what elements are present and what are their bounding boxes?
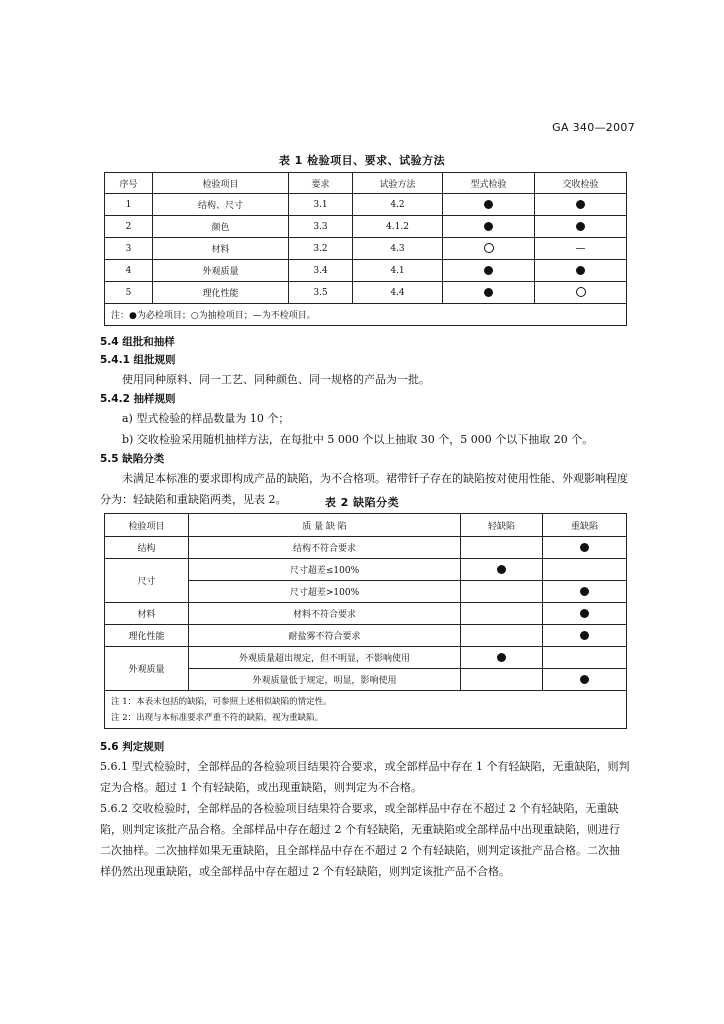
table1-header-cell: 交收检验 [535, 173, 627, 194]
table2-cell-major [543, 581, 627, 603]
table1-note: 注：●为必检项目；○为抽检项目；—为不检项目。 [105, 304, 627, 326]
heading-5-6: 5.6 判定规则 [100, 741, 165, 753]
table2-cell-major [543, 603, 627, 625]
table1-cell-item: 外观质量 [153, 260, 289, 282]
table2-cell-item: 结构 [105, 537, 189, 559]
paragraph-5-6-2: 5.6.2 交收检验时，全部样品的各检验项目结果符合要求，或全部样品中存在不超过 2 个有轻缺陷，无重缺陷，则判定该批产品合格。全部样品中存在超过 2 个有轻缺陷，无重缺陷或全部样品中出现重缺陷，则进行二次抽样。二次抽样如果无重缺陷，且全部样品中存在不超过 2 个有轻缺陷，则判定该批产品合格。二次抽样仍然出现重缺陷，或全部样品中存在超过 2 个有轻缺陷，则判定该批产品不合格。 [100, 802, 620, 878]
table2-row [105, 647, 627, 669]
filled-dot-icon [580, 543, 589, 552]
table1-cell-no: 2 [105, 216, 153, 238]
table1-row [105, 238, 627, 260]
table1-cell-req: 3.4 [289, 260, 353, 282]
table1-row [105, 194, 627, 216]
table1-cell-req: 3.3 [289, 216, 353, 238]
table2-cell-minor [461, 647, 543, 669]
table2-row [105, 625, 627, 647]
list-item-a: a) 型式检验的样品数量为 10 个； [122, 412, 290, 425]
table1-cell-item: 理化性能 [153, 282, 289, 304]
filled-dot-icon [484, 288, 493, 297]
table1-cell-acceptance [535, 194, 627, 216]
filled-dot-icon [580, 631, 589, 640]
table2-cell-minor [461, 625, 543, 647]
table1-cell-acceptance [535, 216, 627, 238]
table1-note-row [105, 304, 627, 326]
table1-cell-no: 4 [105, 260, 153, 282]
table2-header-cell: 轻缺陷 [461, 514, 543, 537]
table2-header-row [105, 514, 627, 537]
filled-dot-icon [576, 222, 585, 231]
table1-cell-type_test [443, 238, 535, 260]
filled-dot-icon [576, 200, 585, 209]
section-5-6 [100, 738, 630, 882]
table2-cell-defect: 外观质量低于规定，明显，影响使用 [189, 669, 461, 691]
hollow-circle-icon [484, 243, 494, 253]
table2-cell-item: 材料 [105, 603, 189, 625]
table1-cell-req: 3.1 [289, 194, 353, 216]
table1-cell-acceptance [535, 282, 627, 304]
table1-cell-acceptance [535, 260, 627, 282]
table2-cell-item: 理化性能 [105, 625, 189, 647]
table2-row [105, 603, 627, 625]
paragraph-5-5: 未满足本标准的要求即构成产品的缺陷，为不合格项。裙带钎子存在的缺陷按对使用性能、外观影响程度分为：轻缺陷和重缺陷两类，见表 2。 [100, 472, 628, 506]
table1-cell-item: 结构、尺寸 [153, 194, 289, 216]
filled-dot-icon [497, 653, 506, 662]
table2-cell-major [543, 625, 627, 647]
paragraph-5-4-1: 使用同种原料、同一工艺、同种颜色、同一规格的产品为一批。 [122, 373, 430, 386]
table2-cell-minor [461, 603, 543, 625]
table1-header-cell: 型式检验 [443, 173, 535, 194]
table2-notes [105, 691, 627, 729]
table2 [104, 513, 627, 729]
table1-cell-type_test [443, 194, 535, 216]
filled-dot-icon [484, 200, 493, 209]
table1-cell-type_test [443, 282, 535, 304]
table1-header-cell: 检验项目 [153, 173, 289, 194]
table2-header-cell: 质 量 缺 陷 [189, 514, 461, 537]
table1-cell-type_test [443, 260, 535, 282]
table2-cell-item: 外观质量 [105, 647, 189, 691]
table2-cell-major [543, 647, 627, 669]
table1-row [105, 216, 627, 238]
table1-cell-req: 3.2 [289, 238, 353, 260]
dash-icon [576, 248, 585, 249]
sections-5-4-to-5-5 [100, 333, 630, 510]
table2-cell-minor [461, 581, 543, 603]
list-item-b: b) 交收检验采用随机抽样方法，在每批中 5 000 个以上抽取 30 个，5 000 个以下抽取 20 个。 [122, 433, 594, 446]
table1-row [105, 282, 627, 304]
table2-cell-defect: 结构不符合要求 [189, 537, 461, 559]
table2-cell-defect: 尺寸超差>100% [189, 581, 461, 603]
table2-header-cell: 检验项目 [105, 514, 189, 537]
table1-cell-method: 4.1 [353, 260, 443, 282]
paragraph-5-6-1: 5.6.1 型式检验时，全部样品的各检验项目结果符合要求，或全部样品中存在 1 个有轻缺陷，无重缺陷，则判定为合格。超过 1 个有轻缺陷，或出现重缺陷，则判定为不合格。 [100, 760, 630, 794]
table1-caption: 表 1 检验项目、要求、试验方法 [278, 154, 446, 167]
table1-header-cell: 序号 [105, 173, 153, 194]
table2-cell-minor [461, 669, 543, 691]
document-code: GA 340—2007 [552, 121, 635, 134]
filled-dot-icon [497, 565, 506, 574]
table2-header-cell: 重缺陷 [543, 514, 627, 537]
heading-5-5: 5.5 缺陷分类 [100, 453, 165, 465]
table1-cell-type_test [443, 216, 535, 238]
table1-header-row [105, 173, 627, 194]
table2-cell-defect: 外观质量超出规定，但不明显，不影响使用 [189, 647, 461, 669]
table2-row [105, 559, 627, 581]
table1-header-cell: 要求 [289, 173, 353, 194]
table2-cell-major [543, 559, 627, 581]
table2-cell-defect: 尺寸超差≤100% [189, 559, 461, 581]
table2-cell-item: 尺寸 [105, 559, 189, 603]
table1-cell-no: 1 [105, 194, 153, 216]
table2-note-1: 注 1：本表未包括的缺陷，可参照上述相似缺陷的情定性。 [111, 696, 332, 707]
table1-row [105, 260, 627, 282]
heading-5-4: 5.4 组批和抽样 [100, 336, 175, 348]
hollow-circle-icon [576, 287, 586, 297]
table2-cell-minor [461, 559, 543, 581]
table1-cell-method: 4.4 [353, 282, 443, 304]
table1-cell-item: 材料 [153, 238, 289, 260]
filled-dot-icon [580, 587, 589, 596]
table2-notes-row [105, 691, 627, 729]
table2-note-2: 注 2：出现与本标准要求严重不符的缺陷，视为重缺陷。 [111, 712, 324, 723]
table1-cell-method: 4.3 [353, 238, 443, 260]
table2-cell-defect: 材料不符合要求 [189, 603, 461, 625]
filled-dot-icon [580, 609, 589, 618]
filled-dot-icon [580, 675, 589, 684]
heading-5-4-1: 5.4.1 组批规则 [100, 354, 176, 366]
table2-caption: 表 2 缺陷分类 [324, 496, 400, 509]
table2-row [105, 537, 627, 559]
table1-cell-no: 3 [105, 238, 153, 260]
table1-cell-item: 颜色 [153, 216, 289, 238]
table1-cell-acceptance [535, 238, 627, 260]
table2-cell-major [543, 537, 627, 559]
filled-dot-icon [484, 266, 493, 275]
table2-cell-minor [461, 537, 543, 559]
table1-cell-no: 5 [105, 282, 153, 304]
table1-header-cell: 试验方法 [353, 173, 443, 194]
heading-5-4-2: 5.4.2 抽样规则 [100, 393, 176, 405]
table1-cell-method: 4.2 [353, 194, 443, 216]
filled-dot-icon [576, 266, 585, 275]
filled-dot-icon [484, 222, 493, 231]
table2-cell-major [543, 669, 627, 691]
table2-cell-defect: 耐盐雾不符合要求 [189, 625, 461, 647]
table1 [104, 172, 627, 326]
table1-cell-method: 4.1.2 [353, 216, 443, 238]
table1-cell-req: 3.5 [289, 282, 353, 304]
